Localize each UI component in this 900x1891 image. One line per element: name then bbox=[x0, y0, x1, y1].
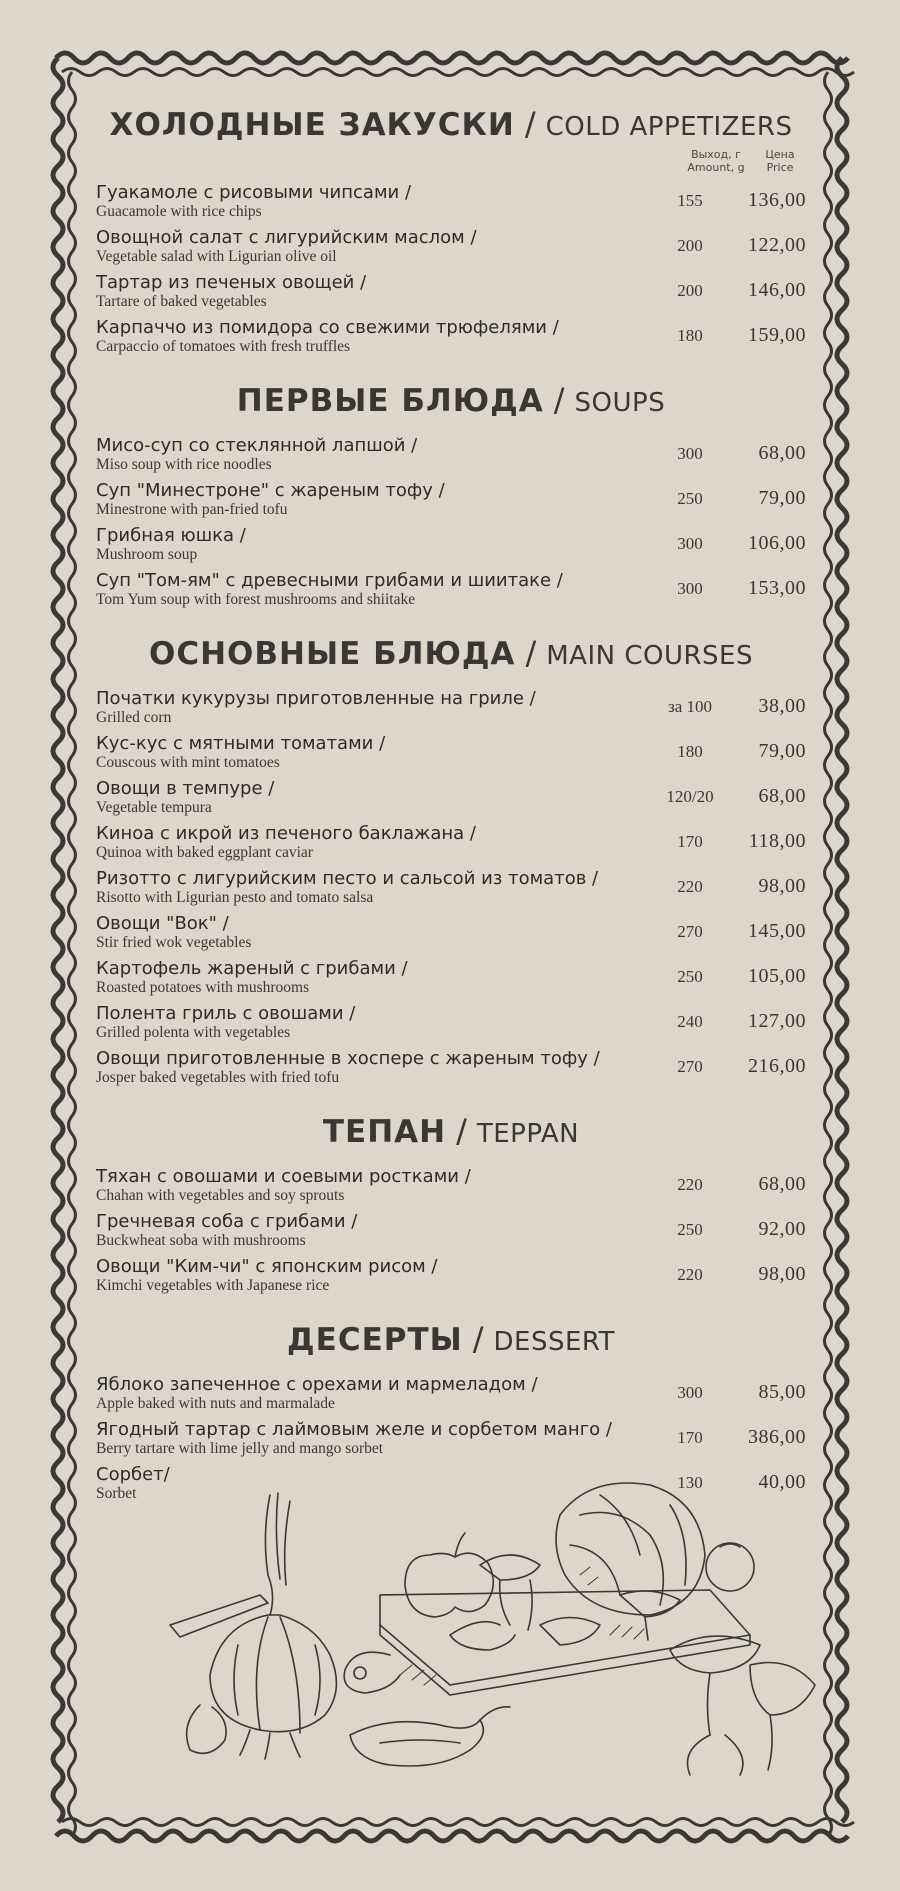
menu-item bbox=[96, 1207, 806, 1252]
item-name-en: Grilled corn bbox=[96, 708, 172, 726]
item-name-en: Couscous with mint tomatoes bbox=[96, 753, 280, 771]
pepper-icon bbox=[350, 1707, 510, 1766]
menu-item bbox=[96, 223, 806, 268]
item-name-ru: Тартар из печеных овощей / bbox=[96, 271, 367, 293]
section-title-ru: ОСНОВНЫЕ БЛЮДА bbox=[149, 636, 516, 673]
section-title-ru: ПЕРВЫЕ БЛЮДА bbox=[236, 383, 544, 420]
section-title-en: COLD APPETIZERS bbox=[545, 112, 793, 142]
title-separator: / bbox=[456, 1112, 467, 1151]
menu-item bbox=[96, 1370, 806, 1415]
item-name-ru: Кус-кус с мятными томатами / bbox=[96, 732, 386, 754]
menu-item bbox=[96, 431, 806, 476]
item-price: 40,00 bbox=[758, 1471, 806, 1494]
item-name-en: Grilled polenta with vegetables bbox=[96, 1023, 291, 1041]
item-name-en: Buckwheat soba with mushrooms bbox=[96, 1231, 306, 1249]
item-price: 145,00 bbox=[748, 920, 806, 943]
menu-item bbox=[96, 954, 806, 999]
item-price: 106,00 bbox=[748, 532, 806, 555]
item-name-ru: Киноа с икрой из печеного баклажана / bbox=[96, 822, 476, 844]
amount-column-header bbox=[686, 149, 746, 174]
item-amount: 120/20 bbox=[666, 786, 714, 806]
menu-item bbox=[96, 178, 806, 223]
section-title-ru: ХОЛОДНЫЕ ЗАКУСКИ bbox=[109, 107, 515, 143]
item-amount: 200 bbox=[677, 280, 703, 300]
menu-item bbox=[96, 268, 806, 313]
price-header-en: Price bbox=[766, 160, 794, 174]
menu-item bbox=[96, 1252, 806, 1297]
item-name-ru: Овощи "Ким-чи" с японским рисом / bbox=[96, 1255, 438, 1277]
section-title-en: DESSERT bbox=[493, 1327, 615, 1358]
section-title-en: MAIN COURSES bbox=[546, 641, 753, 672]
apple-icon bbox=[405, 1533, 493, 1617]
item-amount: 300 bbox=[677, 443, 703, 463]
item-name-en: Berry tartare with lime jelly and mango sorbet bbox=[96, 1439, 384, 1457]
section-teppan bbox=[96, 1112, 806, 1297]
item-price: 92,00 bbox=[758, 1218, 806, 1241]
item-name-en: Josper baked vegetables with fried tofu bbox=[96, 1068, 340, 1086]
item-amount: 300 bbox=[677, 533, 703, 553]
item-amount: 170 bbox=[677, 831, 703, 851]
hatching-lines bbox=[400, 1567, 644, 1685]
item-name-en: Guacamole with rice chips bbox=[96, 202, 262, 220]
item-amount: за 100 bbox=[667, 696, 712, 716]
menu-item bbox=[96, 566, 806, 611]
item-amount: 220 bbox=[677, 876, 703, 896]
menu-item bbox=[96, 729, 806, 774]
item-name-ru: Ризотто с лигурийским песто и сальсой из томатов / bbox=[96, 867, 599, 889]
item-name-ru: Овощной салат с лигурийским маслом / bbox=[96, 226, 477, 248]
item-price: 159,00 bbox=[748, 324, 806, 347]
item-name-ru: Ягодный тартар с лаймовым желе и сорбетом манго / bbox=[96, 1418, 612, 1440]
item-name-en: Roasted potatoes with mushrooms bbox=[96, 978, 310, 996]
menu-item bbox=[96, 476, 806, 521]
title-separator: / bbox=[472, 1320, 484, 1359]
section-title bbox=[96, 105, 806, 143]
item-price: 146,00 bbox=[748, 279, 806, 302]
item-price: 98,00 bbox=[758, 1263, 806, 1286]
item-name-en: Chahan with vegetables and soy sprouts bbox=[96, 1186, 345, 1204]
item-list bbox=[96, 431, 806, 611]
item-price: 105,00 bbox=[748, 965, 806, 988]
section-title bbox=[96, 1320, 806, 1359]
item-amount: 270 bbox=[677, 921, 703, 941]
menu-item bbox=[96, 774, 806, 819]
item-name-ru: Грибная юшка / bbox=[96, 524, 246, 546]
section-soups bbox=[96, 381, 806, 611]
item-name-ru: Гречневая соба с грибами / bbox=[96, 1210, 358, 1232]
item-name-ru: Овощи в темпуре / bbox=[96, 777, 275, 799]
amount-header-ru: Выход, г bbox=[691, 148, 741, 161]
item-name-en: Kimchi vegetables with Japanese rice bbox=[96, 1276, 330, 1294]
item-amount: 180 bbox=[677, 325, 703, 345]
title-separator: / bbox=[553, 381, 565, 420]
item-list bbox=[96, 684, 806, 1089]
item-amount: 240 bbox=[677, 1011, 703, 1031]
item-price: 38,00 bbox=[758, 695, 806, 718]
title-separator: / bbox=[525, 634, 537, 673]
menu-content bbox=[96, 105, 806, 1531]
menu-item bbox=[96, 684, 806, 729]
section-title-ru: ДЕСЕРТЫ bbox=[287, 1322, 463, 1359]
item-name-ru: Овощи приготовленные в хоспере с жареным тофу / bbox=[96, 1047, 600, 1069]
item-amount: 180 bbox=[677, 741, 703, 761]
section-title-ru: ТЕПАН bbox=[322, 1114, 447, 1151]
section-title-en: TEPPAN bbox=[476, 1119, 580, 1150]
item-price: 153,00 bbox=[748, 577, 806, 600]
item-name-ru: Картофель жареный с грибами / bbox=[96, 957, 408, 979]
item-name-en: Risotto with Ligurian pesto and tomato salsa bbox=[96, 888, 374, 906]
item-name-ru: Початки кукурузы приготовленные на гриле / bbox=[96, 687, 536, 709]
menu-item bbox=[96, 521, 806, 566]
item-name-en: Sorbet bbox=[96, 1484, 137, 1502]
price-header-ru: Цена bbox=[765, 148, 795, 161]
item-name-en: Vegetable salad with Ligurian olive oil bbox=[96, 247, 337, 265]
item-price: 127,00 bbox=[748, 1010, 806, 1033]
menu-item bbox=[96, 864, 806, 909]
item-price: 68,00 bbox=[758, 442, 806, 465]
item-amount: 300 bbox=[677, 578, 703, 598]
item-amount: 250 bbox=[677, 1219, 703, 1239]
item-name-en: Mushroom soup bbox=[96, 545, 198, 563]
item-name-ru: Суп "Минестроне" с жареным тофу / bbox=[96, 479, 445, 501]
item-name-en: Miso soup with rice noodles bbox=[96, 455, 272, 473]
item-name-en: Carpaccio of tomatoes with fresh truffles bbox=[96, 337, 351, 355]
section-title bbox=[96, 634, 806, 673]
item-amount: 220 bbox=[677, 1174, 703, 1194]
item-amount: 200 bbox=[677, 235, 703, 255]
cutting-board-icon bbox=[344, 1590, 750, 1695]
item-amount: 155 bbox=[677, 190, 703, 210]
item-name-en: Stir fried wok vegetables bbox=[96, 933, 252, 951]
cabbage-icon bbox=[556, 1483, 705, 1615]
item-price: 122,00 bbox=[748, 234, 806, 257]
item-price: 98,00 bbox=[758, 875, 806, 898]
item-name-ru: Овощи "Вок" / bbox=[96, 912, 229, 934]
menu-item bbox=[96, 999, 806, 1044]
item-amount: 270 bbox=[677, 1056, 703, 1076]
item-price: 216,00 bbox=[748, 1055, 806, 1078]
item-amount: 250 bbox=[677, 488, 703, 508]
title-separator: / bbox=[524, 105, 536, 143]
amount-header-en: Amount, g bbox=[687, 160, 745, 174]
item-price: 68,00 bbox=[758, 1173, 806, 1196]
item-name-en: Tartare of baked vegetables bbox=[96, 292, 267, 310]
column-headers bbox=[96, 149, 806, 174]
item-price: 85,00 bbox=[758, 1381, 806, 1404]
item-name-en: Apple baked with nuts and marmalade bbox=[96, 1394, 335, 1412]
item-name-ru: Сорбет/ bbox=[96, 1463, 170, 1485]
section-main-courses bbox=[96, 634, 806, 1089]
item-name-ru: Мисо-суп со стеклянной лапшой / bbox=[96, 434, 418, 456]
item-amount: 220 bbox=[677, 1264, 703, 1284]
item-name-ru: Тяхан с овошами и соевыми ростками / bbox=[96, 1165, 471, 1187]
menu-item bbox=[96, 1044, 806, 1089]
menu-item bbox=[96, 909, 806, 954]
mushrooms-icon bbox=[450, 1543, 815, 1775]
item-price: 118,00 bbox=[748, 830, 806, 853]
menu-item bbox=[96, 1415, 806, 1460]
section-title-en: SOUPS bbox=[574, 388, 666, 419]
item-name-ru: Яблоко запеченное с орехами и мармеладом / bbox=[96, 1373, 538, 1395]
item-name-en: Tom Yum soup with forest mushrooms and shiitake bbox=[96, 590, 416, 608]
item-name-en: Vegetable tempura bbox=[96, 798, 212, 816]
section-title bbox=[96, 381, 806, 420]
item-amount: 130 bbox=[677, 1472, 703, 1492]
item-list bbox=[96, 178, 806, 358]
garlic-icon bbox=[170, 1493, 336, 1759]
section-cold-appetizers bbox=[96, 105, 806, 358]
item-price: 79,00 bbox=[758, 487, 806, 510]
item-price: 68,00 bbox=[758, 785, 806, 808]
item-name-ru: Карпаччо из помидора со свежими трюфелями / bbox=[96, 316, 559, 338]
item-name-en: Quinoa with baked eggplant caviar bbox=[96, 843, 313, 861]
item-amount: 300 bbox=[677, 1382, 703, 1402]
menu-item bbox=[96, 313, 806, 358]
price-column-header bbox=[756, 149, 804, 174]
item-name-en: Minestrone with pan-fried tofu bbox=[96, 500, 288, 518]
item-price: 79,00 bbox=[758, 740, 806, 763]
item-price: 386,00 bbox=[748, 1426, 806, 1449]
section-title bbox=[96, 1112, 806, 1151]
item-price: 136,00 bbox=[748, 189, 806, 212]
item-amount: 250 bbox=[677, 966, 703, 986]
item-list bbox=[96, 1162, 806, 1297]
item-name-ru: Гуакамоле с рисовыми чипсами / bbox=[96, 181, 412, 203]
item-name-ru: Суп "Том-ям" с древесными грибами и шиитаке / bbox=[96, 569, 563, 591]
item-amount: 170 bbox=[677, 1427, 703, 1447]
item-name-ru: Полента гриль с овошами / bbox=[96, 1002, 356, 1024]
menu-item bbox=[96, 1162, 806, 1207]
menu-item bbox=[96, 819, 806, 864]
vegetables-illustration bbox=[150, 1472, 830, 1795]
